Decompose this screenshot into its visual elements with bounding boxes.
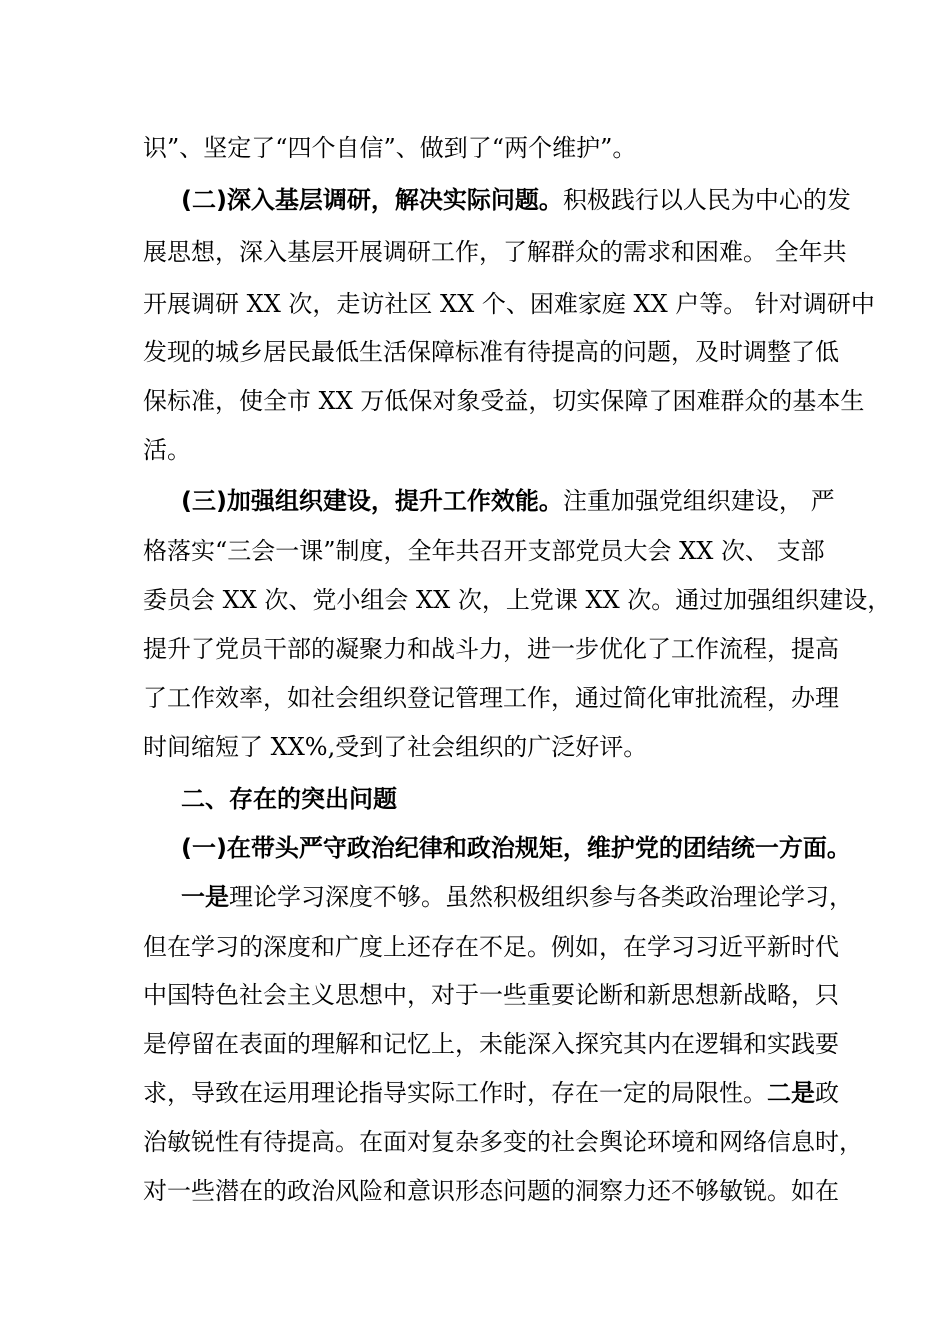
paragraph-line (143, 632, 839, 666)
body-text: 时间缩短了 XX%,受到了社会组织的广泛好评。 (143, 733, 648, 761)
paragraph-line (143, 335, 839, 369)
paragraph-line (143, 978, 839, 1012)
subsection-title: (一)在带头严守政治纪律和政治规矩，维护党的团结统一方面。 (181, 834, 851, 862)
body-text: 求，导致在运用理论指导实际工作时，存在一定的局限性。 (143, 1079, 767, 1107)
body-text: 开展调研 XX 次，走访社区 XX 个、困难家庭 XX 户等。 针对调研中 (143, 290, 875, 318)
body-text: 发现的城乡居民最低生活保障标准有待提高的问题，及时调整了低 (143, 338, 839, 366)
paragraph-line (143, 1027, 839, 1061)
paragraph-line (143, 1076, 839, 1110)
body-text: 政 (815, 1079, 839, 1107)
paragraph-line (143, 681, 839, 715)
section-heading-line (181, 484, 835, 518)
paragraph-line (143, 287, 875, 321)
body-text: 注重加强党组织建设， 严 (562, 487, 835, 515)
paragraph-line (143, 1125, 863, 1159)
paragraph-line (143, 534, 825, 568)
body-text: 是停留在表面的理解和记忆上，未能深入探究其内在逻辑和实践要 (143, 1030, 839, 1058)
section-heading-line (181, 831, 851, 865)
body-text: 治敏锐性有待提高。在面对复杂多变的社会舆论环境和网络信息时， (143, 1128, 863, 1156)
subsection-title: (二)深入基层调研，解决实际问题。 (181, 186, 563, 214)
body-text: 中国特色社会主义思想中，对于一些重要论断和新思想新战略，只 (143, 981, 839, 1009)
body-text: 委员会 XX 次、党小组会 XX 次，上党课 XX 次。通过加强组织建设， (143, 586, 892, 614)
paragraph-line (143, 235, 847, 269)
body-text: 展思想，深入基层开展调研工作，了解群众的需求和困难。 全年共 (143, 238, 847, 266)
section-heading-line (181, 183, 851, 217)
paragraph-line (143, 433, 191, 467)
subsection-title: (三)加强组织建设，提升工作效能。 (181, 487, 563, 515)
body-text: 理论学习深度不够。虽然积极组织参与各类政治理论学习， (229, 883, 853, 911)
paragraph-line (143, 1174, 839, 1208)
section-title: 二、存在的突出问题 (181, 785, 397, 813)
body-text: 对一些潜在的政治风险和意识形态问题的洞察力还不够敏锐。如在 (143, 1177, 839, 1205)
body-text: 积极践行以人民为中心的发 (562, 186, 851, 214)
paragraph-line (143, 583, 891, 617)
paragraph-line (143, 730, 647, 764)
section-heading-line (181, 782, 397, 816)
body-text: 识”、坚定了“四个自信”、做到了“两个维护”。 (143, 134, 637, 162)
body-text: 了工作效率，如社会组织登记管理工作，通过简化审批流程，办理 (143, 684, 839, 712)
body-text: 格落实“三会一课”制度，全年共召开支部党员大会 XX 次、 支部 (143, 537, 825, 565)
body-text: 保标准，使全市 XX 万低保对象受益，切实保障了困难群众的基本生 (143, 387, 865, 415)
paragraph-line (181, 880, 853, 914)
body-text: 但在学习的深度和广度上还存在不足。例如，在学习习近平新时代 (143, 933, 839, 961)
paragraph-line (143, 930, 839, 964)
body-text: 活。 (143, 436, 191, 464)
emphasis-label: 二是 (767, 1079, 815, 1107)
paragraph-line (143, 384, 864, 418)
paragraph-line (143, 131, 636, 165)
body-text: 提升了党员干部的凝聚力和战斗力，进一步优化了工作流程，提高 (143, 635, 839, 663)
emphasis-label: 一是 (181, 883, 229, 911)
